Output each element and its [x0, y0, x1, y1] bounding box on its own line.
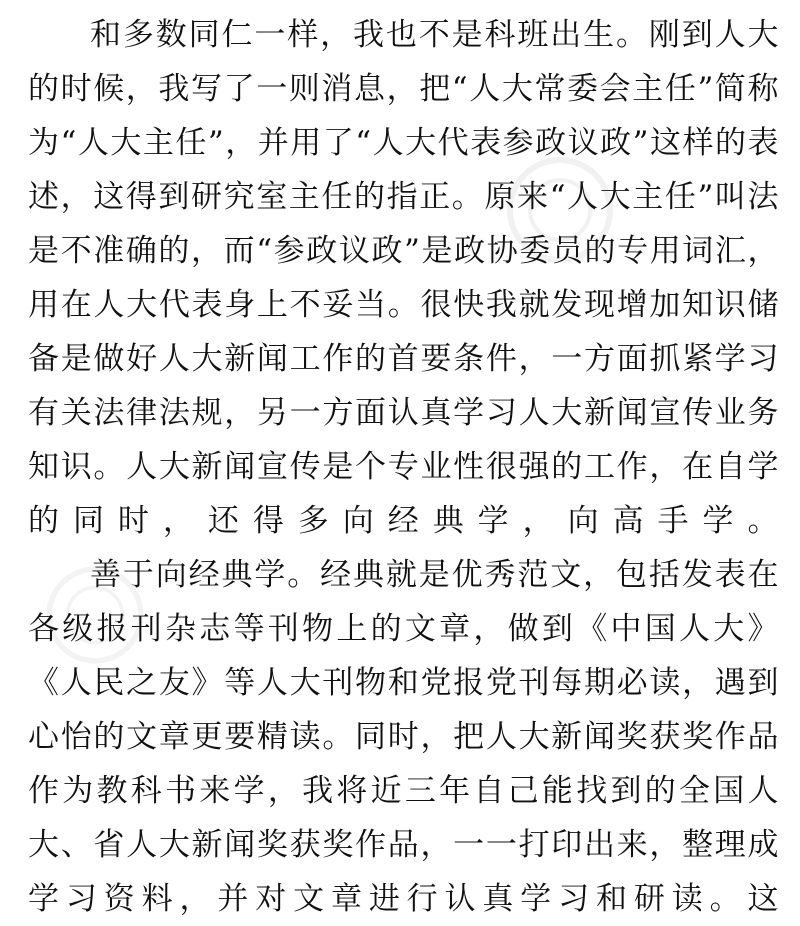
paragraph-1: 和多数同仁一样，我也不是科班出生。刚到人大的时候，我写了一则消息，把“人大常委会主任”简称为“人大主任”，并用了“人大代表参政议政”这样的表述，这得到研究室主任的指正。原来“人大主任”叫法是不准确的，而“参政议政”是政协委员的专用词汇，用在人大代表身上不妥当。很快我就发现增加知识储备是做好人大新闻工作的首要条件，一方面抓紧学习有关法律法规，另一方面认真学习人大新闻宣传业务知识。人大新闻宣传是个专业性很强的工作，在自学的同时，还得多向经典学，向高手学。 — [28, 17, 780, 539]
paragraph-2: 善于向经典学。经典就是优秀范文，包括发表在各级报刊杂志等刊物上的文章，做到《中国人大》《人民之友》等人大刊物和党报党刊每期必读，遇到心怡的文章更要精读。同时，把人大新闻奖获奖作品作为教科书来学，我将近三年自己能找到的全国人大、省人大新闻奖获奖作品，一一打印出来，整理成学习资料，并对文章进行认真学习和研读。这 — [28, 557, 780, 917]
body-text — [28, 8, 780, 926]
